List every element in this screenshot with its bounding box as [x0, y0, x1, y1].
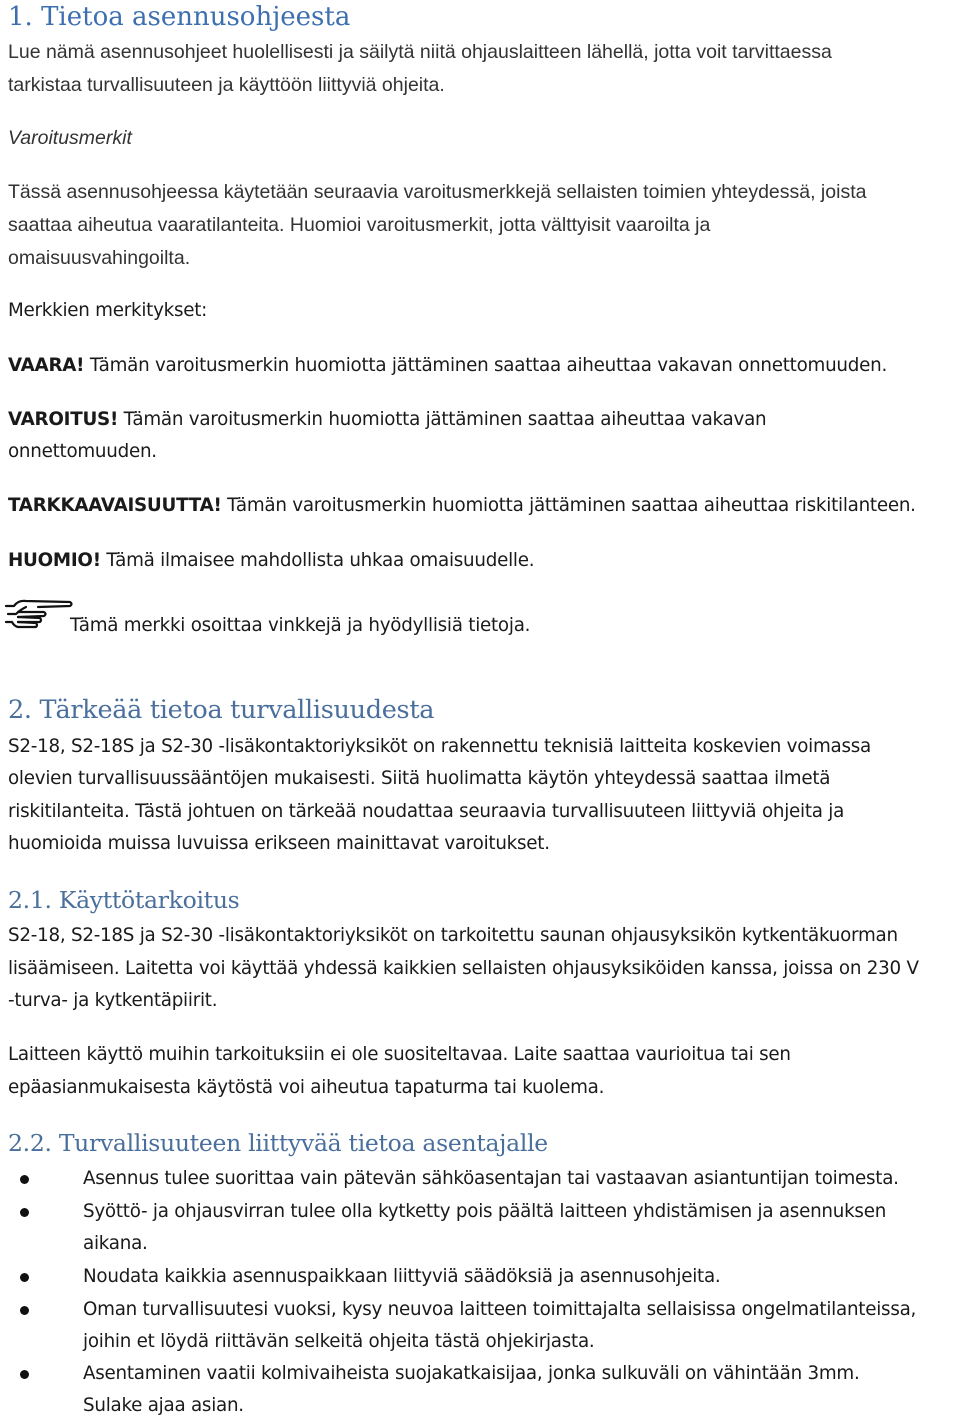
vaara-text: Tämän varoitusmerkin huomiotta jättäminen saattaa aiheuttaa vakavan onnettomuuden. — [84, 355, 888, 376]
section-2-line-4: huomioida muissa luvuissa erikseen mainittavat varoitukset. — [8, 833, 550, 854]
intro-line-2: tarkistaa turvallisuuteen ja käyttöön liittyviä ohjeita. — [8, 74, 445, 96]
tarkkaavaisuutta-line — [8, 490, 956, 523]
huomio-line — [8, 545, 956, 578]
section-2-line-3: riskitilanteita. Tästä johtuen on tärkeää noudattaa seuraavia turvallisuuteen liittyviä ohjeita ja — [8, 801, 845, 822]
huomio-keyword: HUOMIO! — [8, 550, 101, 571]
warnings-heading: Varoitusmerkit — [8, 127, 132, 149]
tip-text: Tämä merkki osoittaa vinkkejä ja hyödyllisiä tietoja. — [70, 615, 531, 636]
varoitus-text: Tämän varoitusmerkin huomiotta jättäminen saattaa aiheuttaa vakavan — [118, 409, 767, 430]
bullet-item-2-cont: aikana. — [83, 1233, 148, 1254]
section-2-1-p2-line-2: epäasianmukaisesta käytöstä voi aiheutua tapaturma tai kuolema. — [8, 1077, 605, 1098]
warnings-line-1: Tässä asennusohjeessa käytetään seuraavia varoitusmerkkejä sellaisten toimien yhteydessä, joista — [8, 181, 867, 203]
bullet-dot — [20, 1306, 29, 1315]
bullet-dot — [20, 1175, 29, 1184]
section-2-line-1: S2-18, S2-18S ja S2-30 -lisäkontaktoriyksiköt on rakennettu teknisiä laitteita koskevien voimassa — [8, 736, 872, 757]
bullet-dot — [20, 1273, 29, 1282]
section-2-2-title: 2.2. Turvallisuuteen liittyvää tietoa asentajalle — [8, 1129, 548, 1157]
vaara-keyword: VAARA! — [8, 355, 85, 376]
varoitus-line-2: onnettomuuden. — [8, 441, 157, 462]
pointing-hand-icon — [4, 598, 74, 632]
section-2-1-title: 2.1. Käyttötarkoitus — [8, 886, 240, 914]
bullet-item-5: Asentaminen vaatii kolmivaiheista suojakatkaisijaa, jonka sulkuväli on vähintään 3mm. — [83, 1363, 860, 1384]
section-2-1-p1-line-2: lisäämiseen. Laitetta voi käyttää yhdessä kaikkien sellaisten ohjausyksiköiden kanssa, joissa on 230 V — [8, 958, 919, 979]
bullet-item-4: Oman turvallisuutesi vuoksi, kysy neuvoa laitteen toimittajalta sellaisissa ongelmatilanteissa, — [83, 1299, 917, 1320]
section-2-line-2: olevien turvallisuussääntöjen mukaisesti. Siitä huolimatta käytön yhteydessä saattaa ilmetä — [8, 768, 831, 789]
varoitus-keyword: VAROITUS! — [8, 409, 119, 430]
bullet-item-3: Noudata kaikkia asennuspaikkaan liittyviä säädöksiä ja asennusohjeita. — [83, 1266, 721, 1287]
section-2-1-p1-line-1: S2-18, S2-18S ja S2-30 -lisäkontaktoriyksiköt on tarkoitettu saunan ohjausyksikön kytkentäkuorman — [8, 925, 898, 946]
warnings-line-2: saattaa aiheutua vaaratilanteita. Huomioi varoitusmerkit, jotta välttyisit vaaroilta ja — [8, 214, 711, 236]
bullet-dot — [20, 1208, 29, 1217]
warnings-line-3: omaisuusvahingoilta. — [8, 247, 191, 269]
bullet-item-2: Syöttö- ja ohjausvirran tulee olla kytketty pois päältä laitteen yhdistämisen ja asennuksen — [83, 1201, 887, 1222]
vaara-line — [8, 350, 956, 383]
section-2-title: 2. Tärkeää tietoa turvallisuudesta — [8, 695, 435, 725]
varoitus-line — [8, 404, 956, 437]
intro-line-1: Lue nämä asennusohjeet huolellisesti ja säilytä niitä ohjauslaitteen lähellä, jotta voit tarvittaessa — [8, 41, 832, 63]
section-2-1-p2-line-1: Laitteen käyttö muihin tarkoituksiin ei ole suositeltavaa. Laite saattaa vaurioitua tai sen — [8, 1044, 791, 1065]
bullet-item-5-cont: Sulake ajaa asian. — [83, 1395, 244, 1416]
section-2-1-p1-line-3: -turva- ja kytkentäpiirit. — [8, 990, 218, 1011]
bullet-item-1: Asennus tulee suorittaa vain pätevän sähköasentajan tai vastaavan asiantuntijan toimesta. — [83, 1168, 899, 1189]
bullet-item-4-cont: joihin et löydä riittävän selkeitä ohjeita tästä ohjekirjasta. — [83, 1331, 595, 1352]
bullet-dot — [20, 1370, 29, 1379]
section-1-title: 1. Tietoa asennusohjeesta — [8, 2, 351, 32]
tarkkaavaisuutta-keyword: TARKKAAVAISUUTTA! — [8, 495, 222, 516]
huomio-text: Tämä ilmaisee mahdollista uhkaa omaisuudelle. — [100, 550, 535, 571]
tarkkaavaisuutta-text: Tämän varoitusmerkin huomiotta jättäminen saattaa aiheuttaa riskitilanteen. — [221, 495, 916, 516]
meanings-heading: Merkkien merkitykset: — [8, 300, 208, 321]
